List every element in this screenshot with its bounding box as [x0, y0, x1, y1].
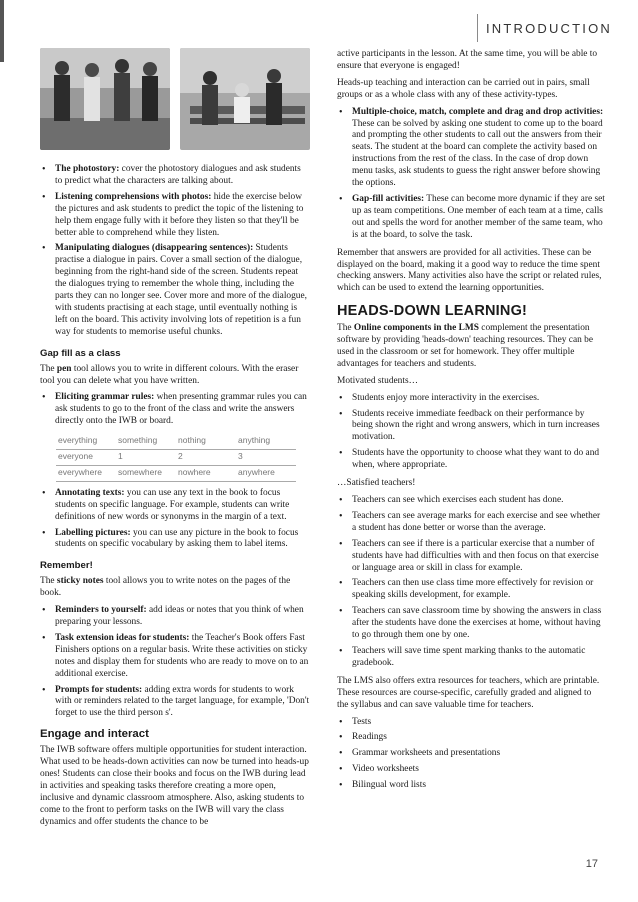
list-item: • Bilingual word lists [337, 780, 605, 792]
heading-remember: Remember! [40, 560, 93, 572]
list-item: • Gap-fill activities: These can become more dynamic if they are set up as team competitions. One member of each team at a time, calls out and spells the word for another member of the same team, who is at the board, to solve the task. [337, 194, 605, 242]
answers-paragraph: Remember that answers are provided for all activities. These can be displayed on the board, making it a good way to reduce the time spent checking answers. Many activities also have the script or related rules, which can be used to extend the learning opportunities. [337, 247, 602, 294]
engage-paragraph: The IWB software offers multiple opportunities for student interaction. What used to be heads-down activities can now be turned into heads-up ones! Students can close their books and focus on the IWB during lead in activities and speaking tasks therefore creating a more open, inclusive and dynamic classroom atmosphere. Also, asking students to come to the front to perform tasks on the IWB will vary the class dynamics and offer students the chance to be [40, 745, 309, 827]
list-item: • Students receive immediate feedback on their performance by being shown the right and wrong answers, which in turn increases motivation. [337, 409, 605, 445]
list-item: • Teachers can see if there is a particular exercise that a number of students have had difficulties with and then focus on that exercise or language area or skill in class for example. [337, 539, 605, 575]
right-column [337, 49, 605, 798]
heading-engage: Engage and interact [40, 728, 149, 741]
page-edge-mark [0, 0, 4, 62]
paragraph-continued: active participants in the lesson. At the same time, you will be able to ensure that everyone is engaged! [337, 49, 598, 71]
list-item: • Manipulating dialogues (disappearing sentences): Students practise a dialogue in pairs. Cover a small section of the dialogue, beginning from the right-hand side of the screen. Students repeat the dialogues trying to remember the whole thing, including the parts they can no longer see. Cover more and more of the dialogue, with students practising at each stage, until eventually nothing is left on the board. This activity involving lots of repetition is a fun way for students to memorise useful chunks. [40, 243, 310, 338]
gap-fill-paragraph: The pen tool allows you to write in different colours. With the eraser tool you can delete what you have written. [40, 363, 299, 386]
remember-paragraph: The sticky notes tool allows you to write notes on the pages of the book. [40, 576, 291, 599]
sticky-notes-list [40, 605, 310, 720]
list-item: • Reminders to yourself: add ideas or notes that you think of when preparing your lessons. [40, 605, 310, 629]
list-item: • Grammar worksheets and presentations [337, 748, 605, 760]
photo-teens-standing [40, 48, 170, 150]
list-item: • Teachers can save classroom time by showing the answers in class after the students have done the exercises at home, without having to go through them one by one. [337, 606, 605, 642]
eliciting-list [40, 392, 310, 428]
photostory-tips-list [40, 164, 310, 339]
heading-gap-fill: Gap fill as a class [40, 347, 121, 359]
list-item: • Students have the opportunity to choose what they want to do and when, where appropriate. [337, 448, 605, 472]
heads-up-paragraph: Heads-up teaching and interaction can be carried out in pairs, small groups or as a whole class with any of these activity-types. [337, 77, 590, 100]
list-item: • Multiple-choice, match, complete and drag and drop activities: These can be solved by asking one student to come up to the board and prompting the other students to call out the answers from their seats. The student at the board can complete the activity based on instructions from the rest of the class. In the case of drop down menu tasks, ask students to guess the right answer before showing the options. [337, 107, 605, 190]
resources-list [337, 717, 605, 793]
header-divider [477, 14, 478, 42]
heading-heads-down: HEADS-DOWN LEARNING! [337, 303, 528, 320]
activity-types-list [337, 107, 605, 242]
grammar-word-grid [56, 434, 296, 482]
running-header [477, 14, 612, 42]
list-item: • Video worksheets [337, 764, 605, 776]
lms-intro-paragraph: The Online components in the LMS complement the presentation software by providing 'heads-down' teaching resources. They can be used in the classroom or set for homework. They offer multiple advantages for teachers and students. [337, 323, 593, 369]
list-item: • Annotating texts: you can use any text in the book to focus students on specific language. For example, students can write definitions of new words or synonyms in the margin of a text. [40, 488, 310, 524]
table-row: everywhere somewhere nowhere anywhere [56, 465, 296, 481]
list-item: • Readings [337, 732, 605, 744]
list-item: • Task extension ideas for students: the Teacher's Book offers Fast Finishers options on a regular basis. Write these activities on sticky notes and display them for students who are ready to move on to an additional exercise. [40, 633, 310, 681]
list-item: • Teachers can see which exercises each student has done. [337, 495, 605, 507]
list-item: • Tests [337, 717, 605, 729]
list-item: • Teachers can then use class time more effectively for revision or speaking skills development, for example. [337, 578, 605, 602]
list-item: • Students enjoy more interactivity in the exercises. [337, 393, 605, 405]
list-item: • Labelling pictures: you can use any picture in the book to focus students on specific vocabulary by asking them to label items. [40, 528, 310, 552]
list-item: • Teachers can see average marks for each exercise and see whether a student has done better or worse than the average. [337, 511, 605, 535]
list-item: • Teachers will save time spent marking thanks to the automatic gradebook. [337, 646, 605, 670]
section-title: INTRODUCTION [485, 20, 612, 36]
photostory-images [40, 48, 310, 150]
motivated-label: Motivated students… [337, 375, 418, 386]
page-number: 17 [585, 858, 598, 870]
list-item: • Listening comprehensions with photos: hide the exercise below the pictures and ask students to predict the topic of the listening to help them engage fully with it before they listen so that they'll be better able to comprehend while they listen. [40, 192, 310, 240]
satisfied-label: …Satisfied teachers! [337, 478, 416, 489]
photo-teens-bench [180, 48, 310, 150]
list-item: • Eliciting grammar rules: when presenting grammar rules you can ask students to go to the front of the class and write the answers directly onto the IWB or board. [40, 392, 310, 428]
table-row: everyone 1 2 3 [56, 450, 296, 466]
list-item: • Prompts for students: adding extra words for students to work with or reminders related to the target language, for example, 'Don't forget to use the third person s'. [40, 685, 310, 721]
annotation-list [40, 488, 310, 552]
table-row: everything something nothing anything [56, 434, 296, 449]
list-item: • The photostory: cover the photostory dialogues and ask students to predict what the characters are talking about. [40, 164, 310, 188]
student-benefits-list [337, 393, 605, 472]
left-column [40, 48, 310, 834]
teacher-benefits-list [337, 495, 605, 670]
lms-resources-paragraph: The LMS also offers extra resources for teachers, which are printable. These resources are course-specific, carefully graded and aligned to the syllabus and can save valuable time for teachers. [337, 675, 600, 710]
